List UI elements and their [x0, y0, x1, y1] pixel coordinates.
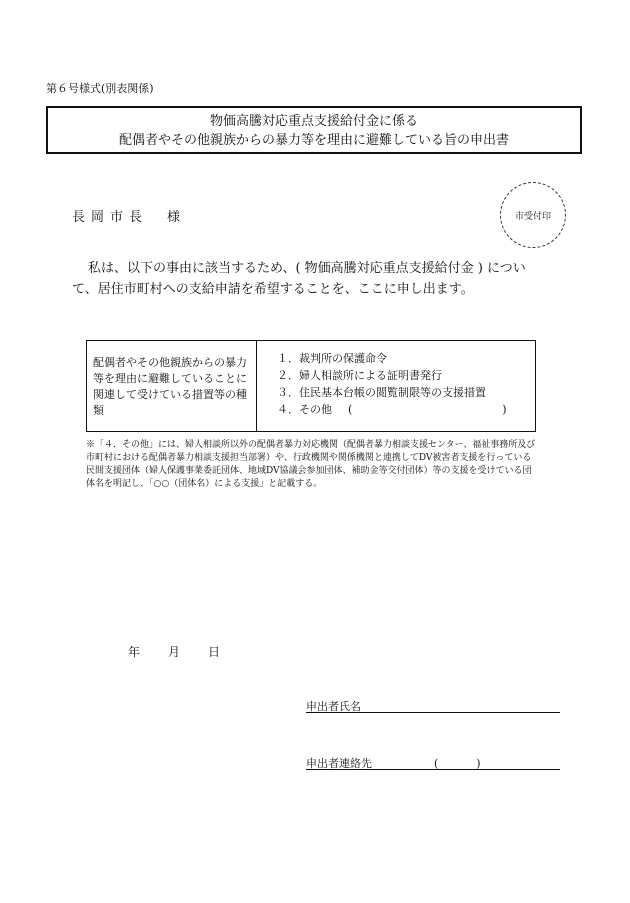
applicant-contact-label: 申出者連絡先	[306, 757, 372, 770]
reception-stamp-circle	[500, 182, 566, 248]
form-number: 第６号様式(別表関係)	[46, 82, 154, 95]
other-paren-open: (	[348, 403, 353, 416]
date-month: 月	[168, 645, 181, 659]
date-line[interactable]	[128, 643, 220, 660]
contact-paren-open: (	[434, 757, 439, 770]
option-resident-registry-restriction[interactable]: ３．住民基本台帳の閲覧制限等の支援措置	[277, 386, 486, 399]
option-court-protection-order[interactable]: １．裁判所の保護命令	[277, 352, 387, 365]
date-day: 日	[208, 645, 221, 659]
measures-table-header: 配偶者やその他親族からの暴力等を理由に避難していることに関連して受けている措置等の種類	[87, 341, 257, 431]
statement-paragraph	[72, 258, 564, 300]
applicant-name-label: 申出者氏名	[306, 700, 361, 713]
addressee: 長岡市長 様	[72, 210, 187, 225]
title-line-2: 配偶者やその他親族からの暴力等を理由に避難している旨の申出書	[118, 133, 509, 148]
applicant-name-field[interactable]	[306, 698, 560, 713]
applicant-contact-field[interactable]	[306, 755, 560, 770]
contact-paren-close: )	[476, 757, 481, 770]
other-paren-close: )	[502, 403, 507, 416]
statement-line-2: て、居住市町村への支給申請を希望することを、ここに申し出ます。	[72, 282, 474, 297]
date-year: 年	[128, 645, 141, 659]
option-certificate-issuance[interactable]: ２．婦人相談所による証明書発行	[277, 369, 442, 382]
option-other-label: ４．その他	[277, 403, 332, 416]
measures-options	[257, 341, 535, 431]
explanatory-note: ※「４．その他」には、婦人相談所以外の配偶者暴力対応機関（配偶者暴力相談支援センター、福祉事務所及び市町村における配偶者暴力相談支援担当部署）や、行政機関や関係機関と連携してDV被害者支援を行っている民間支援団体（婦人保護事業委託団体、地域DV協議会参加団体、補助金等交付団体）等の支援を受けている団体名を明記し、「○○（団体名）による支援」と記載する。	[86, 440, 536, 489]
measures-table	[86, 340, 536, 432]
document-title	[46, 106, 582, 154]
option-other[interactable]	[277, 401, 535, 418]
statement-line-1: 私は、以下の事由に該当するため、( 物価高騰対応重点支援給付金 ) につい	[88, 261, 526, 276]
title-line-1: 物価高騰対応重点支援給付金に係る	[209, 114, 418, 129]
stamp-label: 市受付印	[514, 211, 551, 222]
